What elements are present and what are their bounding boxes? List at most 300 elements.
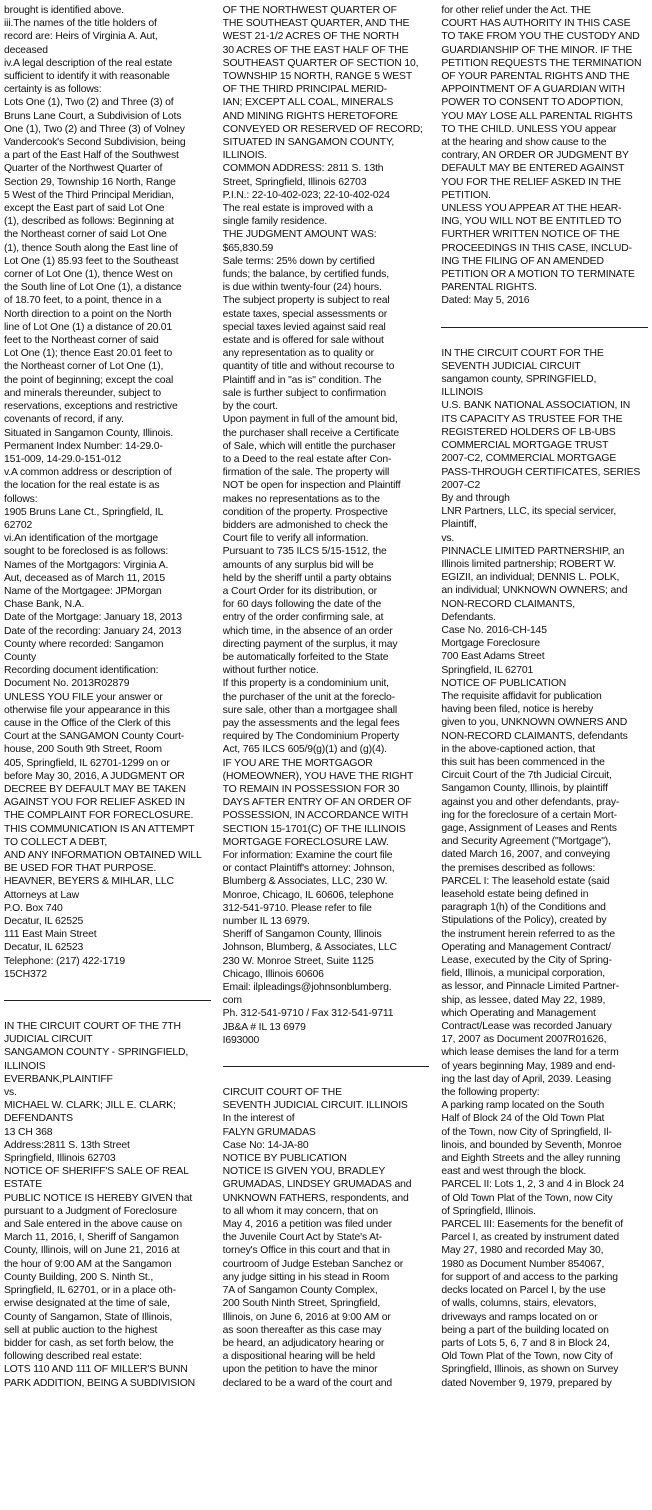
notice-text-line: Decatur, IL 62523 — [4, 942, 84, 954]
notice-text-line: By and through — [441, 492, 510, 504]
notice-spacer — [223, 1073, 430, 1086]
notice-text-line: the South line of Lot One (1), a distance — [4, 282, 182, 294]
notice-text-line: P.I.N.: 22-10-402-023; 22-10-402-024 — [222, 189, 390, 201]
notice-text-line: sought to be foreclosed is as follows: — [4, 546, 169, 558]
notice-text-line: before May 30, 2016, A JUDGMENT OR — [4, 770, 185, 782]
notice-text-line: east and west through the block. — [441, 1166, 587, 1178]
notice-text-line: courtroom of Judge Esteban Sanchez or — [222, 1258, 404, 1270]
notice-text-line: U.S. BANK NATIONAL ASSOCIATION, IN — [441, 400, 631, 412]
notice-text-line: UNKNOWN FATHERS, respondents, and — [222, 1192, 409, 1204]
notice-text-line: PARENTAL RIGHTS. — [441, 282, 537, 294]
notice-text-line: field, Illinois, a municipal corporation, — [441, 968, 605, 980]
notice-text-line: FURTHER WRITTEN NOTICE OF THE — [441, 229, 620, 241]
notice-text-line: iii.The names of the title holders of — [4, 18, 157, 30]
notice-text-line: feet to the Northeast corner of said — [4, 335, 159, 347]
notice-text-line: MICHAEL W. CLARK; JILL E. CLARK; — [4, 1100, 176, 1112]
notice-text-line: the instrument herein referred to as the — [441, 928, 615, 940]
notice-text-line: A parking ramp located on the South — [441, 1100, 605, 1112]
notice-text-line: Attorneys at Law — [4, 889, 79, 901]
notice-text-line: TO COLLECT A DEBT, — [4, 836, 108, 848]
notice-text-line: UNLESS YOU FILE your answer or — [4, 691, 163, 703]
notice-text-line: Situated in Sangamon County, Illinois. — [4, 427, 174, 439]
notice-text-line: Bruns Lane Court, a Subdivision of Lots — [4, 110, 182, 122]
notice-text-line: TO THE CHILD. UNLESS YOU appear — [441, 123, 617, 135]
notice-text-line: parts of Lots 5, 6, 7 and 8 in Block 24, — [441, 1337, 610, 1349]
notice-text-line: and Security Agreement ("Mortgage"), — [441, 836, 611, 848]
notice-text-line: GUARDIANSHIP OF THE MINOR. IF THE — [441, 44, 633, 56]
notice-text-line: LOTS 110 AND 111 OF MILLER'S BUNN — [4, 1364, 188, 1376]
notice-text-line: Case No: 14-JA-80 — [222, 1139, 309, 1151]
notice-text-line: Dated: May 5, 2016 — [441, 295, 530, 307]
notice-text-line: having been filed, notice is hereby — [441, 704, 594, 716]
notice-text-line: Names of the Mortgagors: Virginia A. — [4, 559, 169, 571]
notice-text-line: sufficient to identify it with reasonable — [4, 71, 170, 83]
notice-text-line: P.O. Box 740 — [4, 902, 63, 914]
notice-text-line: house, 200 South 9th Street, Room — [4, 744, 162, 756]
notice-text-line: Sheriff of Sangamon County, Illinois — [222, 929, 382, 941]
notice-text-line: Vandercook's Second Subdivision, being — [4, 137, 186, 149]
notice-text-line: Illinois, on June 6, 2016 at 9:00 AM or — [222, 1311, 391, 1323]
notice-text-line: Email: ilpleadings@johnsonblumberg. — [222, 982, 392, 994]
notice-text-line: line of Lot One (1) a distance of 20.01 — [4, 321, 173, 333]
notice-divider — [223, 1066, 430, 1067]
notice-text-line: REGISTERED HOLDERS OF LB-UBS — [441, 426, 616, 438]
notice-text-line: Plaintiff and in "as is" condition. The — [222, 374, 382, 386]
notice-text-line: contrary, AN ORDER OR JUDGMENT BY — [441, 150, 629, 162]
notice-text-line: IAN; EXCEPT ALL COAL, MINERALS — [222, 97, 394, 109]
notice-text-line: 230 W. Monroe Street, Suite 1125 — [222, 955, 374, 967]
notice-text-line: TOWNSHIP 15 NORTH, RANGE 5 WEST — [222, 71, 413, 83]
notice-text-line: PETITION OR A MOTION TO TERMINATE — [441, 269, 635, 281]
notice-text-line: CONVEYED OR RESERVED OF RECORD; — [222, 123, 423, 135]
notice-text-line: 312-541-9710. Please refer to file — [222, 902, 372, 914]
notice-text-line: ship, as lessee, dated May 22, 1989, — [441, 994, 606, 1006]
notice-text-line: follows: — [4, 493, 38, 505]
notice-text-line: Old Town Plat of the Town, now City of — [441, 1351, 613, 1363]
notice-text-line: NON-RECORD CLAIMANTS, — [441, 598, 576, 610]
notice-text-line: THE COMPLAINT FOR FORECLOSURE. — [4, 810, 194, 822]
notice-text-line: SECTION 15-1701(C) OF THE ILLINOIS — [222, 823, 406, 835]
notice-text-line: number IL 13 6979. — [222, 916, 310, 928]
notice-text-line: Address:2811 S. 13th Street — [4, 1139, 130, 1151]
legal-notice-block — [4, 1020, 211, 1390]
notice-text-line: and minerals thereunder, subject to — [4, 387, 162, 399]
notice-text-line: to a Deed to the real estate after Con- — [222, 453, 392, 465]
notice-text-line: 700 East Adams Street — [441, 651, 545, 663]
notice-text-line: funds; the balance, by certified funds, — [222, 269, 389, 281]
notice-text-line: APPOINTMENT OF A GUARDIAN WITH — [441, 84, 625, 96]
notice-text-line: PARCEL I: The leasehold estate (said — [441, 875, 610, 887]
notice-text-line: following described real estate: — [4, 1351, 142, 1363]
notice-text-line: being a part of the building located on — [441, 1324, 609, 1336]
notice-text-line: NOTICE OF SHERIFF'S SALE OF REAL — [4, 1166, 189, 1178]
notice-text-line: pursuant to a Judgment of Foreclosure — [4, 1205, 177, 1217]
notice-text-line: Pursuant to 735 ILCS 5/15-1512, the — [222, 546, 387, 558]
legal-notice-block — [441, 4, 648, 308]
notice-text-line: Quarter of the Northwest Quarter of — [4, 163, 163, 175]
notice-text-line: torney's Office in this court and that in — [222, 1245, 390, 1257]
notice-text-line: v.A common address or description of — [4, 467, 172, 479]
notice-text-line: deceased — [4, 44, 48, 56]
notice-text-line: sell at public auction to the highest — [4, 1324, 158, 1336]
notice-text-line: Section 29, Township 16 North, Range — [4, 176, 176, 188]
notice-text-line: Springfield, IL 62701 — [441, 664, 534, 676]
notice-text-line: HEAVNER, BEYERS & MIHLAR, LLC — [4, 876, 174, 888]
notice-text-line: estate taxes, special assessments or — [222, 308, 388, 320]
notice-text-line: NOTICE BY PUBLICATION — [222, 1153, 347, 1165]
notice-text-line: at the hearing and show cause to the — [441, 137, 607, 149]
notice-text-line: 405, Springfield, IL 62701-1299 on or — [4, 757, 170, 769]
notice-text-line: County of Sangamon, State of Illinois, — [4, 1311, 173, 1323]
notice-text-line: the point of beginning; except the coal — [4, 374, 174, 386]
notice-text-line: EVERBANK,PLAINTIFF — [4, 1073, 113, 1085]
notice-text-line: County where recorded: Sangamon — [4, 638, 164, 650]
notice-text-line: County, Illinois, will on June 21, 2016 at — [4, 1245, 180, 1257]
notice-text-line: sangamon county, SPRINGFIELD, — [441, 374, 597, 386]
notice-text-line: Decatur, IL 62525 — [4, 916, 84, 928]
notice-text-line: Plaintiff, — [441, 519, 477, 531]
notice-text-line: The real estate is improved with a — [222, 203, 373, 215]
notice-text-line: decks located on Parcel I, by the use — [441, 1285, 606, 1297]
notice-text-line: 7A of Sangamon County Complex, — [222, 1285, 378, 1297]
notice-text-line: AND ANY INFORMATION OBTAINED WILL — [4, 850, 202, 861]
notice-text-line: Case No. 2016-CH-145 — [441, 624, 547, 636]
notice-text-line: ING, YOU WILL NOT BE ENTITLED TO — [441, 216, 622, 228]
notice-text-line: NOT be open for inspection and Plaintiff — [222, 480, 401, 492]
column-right — [441, 4, 648, 1510]
notice-text-line: Ph. 312-541-9710 / Fax 312-541-9711 — [222, 1008, 394, 1020]
notice-text-line: is due within twenty-four (24) hours. — [222, 282, 382, 294]
notice-text-line: Springfield, IL 62701, or in a place oth- — [4, 1285, 176, 1297]
notice-spacer — [4, 1007, 211, 1020]
notice-text-line: the Northeast corner of Lot One (1), — [4, 361, 164, 373]
notice-text-line: by the court. — [222, 401, 278, 413]
notice-text-line: which Operating and Management — [441, 1007, 596, 1019]
notice-text-line: 200 South Ninth Street, Springfield, — [222, 1298, 381, 1310]
notice-text-line: the following property: — [441, 1087, 540, 1099]
notice-text-line: TO TAKE FROM YOU THE CUSTODY AND — [441, 31, 640, 43]
notice-text-line: an individual; UNKNOWN OWNERS; and — [441, 585, 628, 597]
notice-text-line: Aut, deceased as of March 11, 2015 — [4, 572, 166, 584]
notice-text-line: which time, in the absence of an order — [222, 625, 393, 637]
notice-text-line: paragraph 1(h) of the Conditions and — [441, 902, 606, 914]
notice-text-line: 1980 as Document Number 854067, — [441, 1258, 605, 1270]
notice-text-line: County — [4, 651, 37, 663]
notice-text-line: sale is further subject to confirmation — [222, 387, 387, 399]
notice-text-line: SANGAMON COUNTY - SPRINGFIELD, — [4, 1047, 189, 1059]
notice-text-line: a Court Order for its distribution, or — [222, 585, 377, 597]
notice-text-line: record are: Heirs of Virginia A. Aut, — [4, 31, 158, 43]
notice-text-line: against you and other defendants, pray- — [441, 796, 620, 808]
notice-text-line: May 27, 1980 and recorded May 30, — [441, 1245, 604, 1257]
notice-text-line: Mortgage Foreclosure — [441, 638, 540, 650]
notice-text-line: ITS CAPACITY AS TRUSTEE FOR THE — [441, 413, 623, 425]
notice-text-line: sure sale, other than a mortgagee shall — [222, 704, 398, 716]
notice-text-line: Chicago, Illinois 60606 — [222, 968, 324, 980]
notice-text-line: AND MINING RIGHTS HERETOFORE — [222, 110, 398, 122]
notice-text-line: iv.A legal description of the real estate — [4, 57, 173, 69]
notice-text-line: GRUMADAS, LINDSEY GRUMADAS and — [222, 1179, 412, 1191]
notice-text-line: covenants of record, if any. — [4, 414, 124, 426]
notice-text-line: Defendants. — [441, 611, 496, 623]
notice-text-line: IN THE CIRCUIT COURT FOR THE — [441, 347, 604, 359]
notice-text-line: SITUATED IN SANGAMON COUNTY, — [222, 137, 395, 149]
notice-text-line: declared to be a ward of the court and — [222, 1377, 392, 1389]
notice-text-line: Contract/Lease was recorded January — [441, 1021, 612, 1033]
notice-text-line: PINNACLE LIMITED PARTNERSHIP, an — [441, 545, 625, 557]
notice-text-line: SEVENTH JUDICIAL CIRCUIT — [441, 360, 581, 372]
notice-text-line: BE USED FOR THAT PURPOSE. — [4, 863, 157, 875]
notice-text-line: ING THE FILING OF AN AMENDED — [441, 255, 604, 267]
notice-text-line: 1905 Bruns Lane Ct., Springfield, IL — [4, 506, 164, 518]
notice-text-line: Date of the Mortgage: January 18, 2013 — [4, 612, 182, 624]
notice-text-line: corner of Lot One (1), thence West on — [4, 269, 173, 281]
notice-text-line: The subject property is subject to real — [222, 295, 390, 307]
notice-text-line: MORTGAGE FORECLOSURE LAW. — [222, 836, 389, 848]
notice-text-line: Illinois limited partnership; ROBERT W. — [441, 558, 616, 570]
notice-text-line: Court file to verify all information. — [222, 533, 369, 545]
notice-text-line: and Eighth Streets and the alley running — [441, 1153, 621, 1165]
notice-text-line: May 4, 2016 a petition was filed under — [222, 1219, 392, 1231]
notice-text-line: One (1), Two (2) and Three (3) of Volney — [4, 123, 185, 135]
notice-text-line: cause in the Office of the Clerk of this — [4, 717, 171, 729]
notice-text-line: Lease, executed by the City of Spring- — [441, 955, 612, 967]
column-left — [4, 4, 211, 1510]
notice-text-line: THE SOUTHEAST QUARTER, AND THE — [222, 18, 410, 30]
notice-text-line: dated November 9, 1979, prepared by — [441, 1377, 612, 1389]
notice-text-line: CIRCUIT COURT OF THE — [222, 1087, 342, 1099]
notice-text-line: the hour of 9:00 AM at the Sangamon — [4, 1258, 172, 1270]
notice-text-line: Act, 765 ILCS 605/9(g)(1) and (g)(4). — [222, 744, 387, 756]
notice-text-line: Document No. 2013R02879 — [4, 678, 130, 690]
notice-text-line: NON-RECORD CLAIMANTS, defendants — [441, 730, 628, 742]
notice-text-line: of walls, columns, stairs, elevators, — [441, 1298, 597, 1310]
notice-text-line: otherwise file your appearance in this — [4, 704, 170, 716]
legal-notice-block — [223, 1086, 430, 1390]
notice-text-line: firmation of the sale. The property will — [222, 467, 390, 479]
notice-text-line: County Building, 200 S. Ninth St., — [4, 1271, 154, 1283]
notice-text-line: PUBLIC NOTICE IS HEREBY GIVEN that — [4, 1192, 193, 1204]
notice-text-line: linois, and bounded by Seventh, Monroe — [441, 1139, 622, 1151]
notice-text-line: of 18.70 feet, to a point, thence in a — [4, 295, 162, 307]
notice-text-line: PASS-THROUGH CERTIFICATES, SERIES — [441, 466, 641, 478]
notice-text-line: certainty is as follows: — [4, 84, 102, 96]
notice-text-line: Johnson, Blumberg, & Associates, LLC — [222, 942, 397, 954]
notice-text-line: TO REMAIN IN POSSESSION FOR 30 — [222, 783, 400, 795]
notice-text-line: Street, Springfield, Illinois 62703 — [222, 176, 367, 188]
notice-text-line: PARK ADDITION, BEING A SUBDIVISION — [4, 1377, 196, 1389]
notice-text-line: For information: Examine the court file — [222, 850, 393, 861]
notice-text-line: the purchaser of the unit at the foreclo- — [222, 691, 395, 703]
notice-text-line: the Northeast corner of said Lot One — [4, 229, 167, 241]
notice-text-line: for other relief under the Act. THE — [441, 5, 591, 16]
notice-text-line: LNR Partners, LLC, its special servicer, — [441, 506, 617, 518]
notice-text-line: COURT HAS AUTHORITY IN THIS CASE — [441, 18, 631, 30]
notice-text-line: a dispositional hearing will be held — [222, 1351, 375, 1363]
notice-text-line: Monroe, Chicago, IL 60606, telephone — [222, 889, 394, 901]
notice-text-line: Lots One (1), Two (2) and Three (3) of — [4, 97, 174, 109]
notice-text-line: given to you, UNKNOWN OWNERS AND — [441, 717, 628, 729]
notice-text-line: If this property is a condominium unit, — [222, 678, 389, 690]
notice-text-line: 13 CH 368 — [4, 1126, 53, 1138]
notice-text-line: Stipulations of the Policy), created by — [441, 915, 607, 927]
notice-text-line: erwise designated at the time of sale, — [4, 1298, 170, 1310]
notice-text-line: the location for the real estate is as — [4, 480, 160, 492]
notice-text-line: condition of the property. Prospective — [222, 506, 388, 518]
notice-text-line: single family residence. — [222, 216, 328, 228]
notice-text-line: be heard, an adjudicatory hearing or — [222, 1337, 385, 1349]
notice-text-line: 2007-C2, COMMERCIAL MORTGAGE — [441, 453, 617, 465]
notice-text-line: ing for the foreclosure of a certain Mort- — [441, 809, 617, 821]
notice-text-line: YOU MAY LOSE ALL PARENTAL RIGHTS — [441, 110, 633, 122]
notice-text-line: (HOMEOWNER), YOU HAVE THE RIGHT — [222, 770, 414, 782]
notice-text-line: and Sale entered in the above cause on — [4, 1219, 183, 1231]
notice-text-line: driveways and ramps located on or — [441, 1311, 598, 1323]
notice-text-line: Springfield, Illinois 62703 — [4, 1153, 116, 1165]
notice-text-line: of Sale, which will entitle the purchaser — [222, 440, 396, 452]
notice-text-line: quantity of title and without recourse to — [222, 361, 395, 373]
notice-text-line: Telephone: (217) 422-1719 — [4, 955, 126, 967]
notice-text-line: THIS COMMUNICATION IS AN ATTEMPT — [4, 823, 195, 835]
notice-spacer — [223, 1047, 430, 1060]
notice-text-line: leasehold estate being defined in — [441, 889, 589, 900]
notice-text-line: Upon payment in full of the amount bid, — [222, 414, 398, 426]
notice-text-line: $65,830.59 — [222, 242, 274, 254]
notice-text-line: NOTICE OF PUBLICATION — [441, 677, 567, 689]
notice-text-line: for support of and access to the parking — [441, 1271, 618, 1283]
notice-text-line: directing payment of the surplus, it may — [222, 638, 398, 650]
notice-text-line: Lot One (1); thence East 20.01 feet to — [4, 348, 173, 360]
notice-text-line: DEFENDANTS — [4, 1113, 73, 1125]
notice-text-line: dated March 16, 2007, and conveying — [441, 849, 610, 861]
notice-text-line: be automatically forfeited to the State — [222, 651, 389, 663]
notice-text-line: 30 ACRES OF THE EAST HALF OF THE — [222, 44, 409, 56]
notice-text-line: for 60 days following the date of the — [222, 599, 382, 611]
notice-text-line: Blumberg & Associates, LLC, 230 W. — [222, 876, 388, 888]
notice-text-line: to all whom it may concern, that on — [222, 1205, 378, 1217]
notice-text-line: Recording document identification: — [4, 665, 159, 677]
notice-text-line: in the above-captioned action, that — [441, 743, 595, 755]
notice-text-line: DEFAULT MAY BE ENTERED AGAINST — [441, 163, 625, 175]
notice-text-line: PETITION REQUESTS THE TERMINATION — [441, 57, 642, 69]
notice-text-line: Springfield, Illinois, as shown on Survey — [441, 1364, 619, 1376]
notice-text-line: the Juvenile Court Act by State's At- — [222, 1232, 382, 1244]
notice-text-line: IN THE CIRCUIT COURT OF THE 7TH — [4, 1021, 181, 1033]
notice-text-line: JUDICIAL CIRCUIT — [4, 1034, 93, 1046]
notice-spacer — [441, 308, 648, 321]
notice-text-line: PARCEL III: Easements for the benefit of — [441, 1219, 624, 1231]
notice-spacer — [441, 334, 648, 347]
notice-text-line: 151-009, 14-29.0-151-012 — [4, 453, 122, 465]
notice-text-line: NOTICE IS GIVEN YOU, BRADLEY — [222, 1166, 386, 1178]
notice-text-line: ing the last day of April, 2039. Leasing — [441, 1073, 611, 1085]
notice-text-line: vs. — [441, 532, 455, 544]
notice-text-line: entry of the order confirming sale, at — [222, 612, 384, 624]
notice-text-line: bidders are admonished to check the — [222, 519, 388, 531]
notice-text-line: makes no representations as to the — [222, 493, 380, 505]
notice-text-line: vi.An identification of the mortgage — [4, 533, 159, 545]
notice-text-line: POSSESSION, IN ACCORDANCE WITH — [222, 810, 409, 822]
notice-text-line: ESTATE — [4, 1179, 42, 1191]
notice-text-line: ILLINOIS — [4, 1060, 46, 1072]
notice-text-line: of the Town, now City of Springfield, Il- — [441, 1126, 612, 1138]
notice-text-line: of years beginning May, 1989 and end- — [441, 1060, 616, 1072]
notice-text-line: PETITION. — [441, 189, 491, 201]
notice-text-line: of Springfield, Illinois. — [441, 1205, 536, 1217]
notice-text-line: SEVENTH JUDICIAL CIRCUIT. ILLINOIS — [222, 1100, 408, 1112]
notice-text-line: of Old Town Plat of the Town, now City — [441, 1192, 613, 1204]
notice-spacer — [4, 981, 211, 994]
legal-notice-block — [441, 347, 648, 1390]
notice-text-line: without further notice. — [222, 665, 319, 677]
notice-text-line: FALYN GRUMADAS — [222, 1126, 316, 1138]
notice-text-line: AGAINST YOU FOR RELIEF ASKED IN — [4, 797, 185, 809]
notice-text-line: THE JUDGMENT AMOUNT WAS: — [222, 229, 377, 241]
notice-text-line: Half of Block 24 of the Old Town Plat — [441, 1113, 605, 1125]
notice-text-line: EGIZII, an individual; DENNIS L. POLK, — [441, 572, 620, 584]
notice-text-line: 62702 — [4, 519, 33, 531]
notice-text-line: Lot One (1) 85.93 feet to the Southeast — [4, 255, 179, 267]
notice-text-line: bidder for cash, as set forth below, the — [4, 1337, 174, 1349]
notice-text-line: I693000 — [222, 1034, 260, 1046]
notice-text-line: OF YOUR PARENTAL RIGHTS AND THE — [441, 71, 630, 83]
notice-text-line: Court at the SANGAMON County Court- — [4, 731, 185, 743]
notice-text-line: except the East part of said Lot One — [4, 203, 165, 215]
notice-text-line: brought is identified above. — [4, 5, 124, 16]
notice-text-line: YOU FOR THE RELIEF ASKED IN THE — [441, 176, 622, 188]
notice-text-line: Date of the recording: January 24, 2013 — [4, 625, 182, 637]
notice-text-line: PROCEEDINGS IN THIS CASE, INCLUD- — [441, 242, 632, 254]
notice-text-line: this suit has been commenced in the — [441, 756, 605, 768]
notice-text-line: SOUTHEAST QUARTER OF SECTION 10, — [222, 57, 419, 69]
notice-text-line: pay the assessments and the legal fees — [222, 717, 400, 729]
notice-text-line: Operating and Management Contract/ — [441, 941, 611, 953]
notice-text-line: estate and is offered for sale without — [222, 335, 384, 347]
notice-text-line: COMMON ADDRESS: 2811 S. 13th — [222, 163, 384, 175]
notice-text-line: 111 East Main Street — [4, 929, 97, 941]
notice-text-line: Permanent Index Number: 14-29.0- — [4, 440, 163, 452]
notice-text-line: the premises described as follows: — [441, 862, 596, 874]
notice-text-line: March 11, 2016, I, Sheriff of Sangamon — [4, 1232, 179, 1244]
notice-text-line: North direction to a point on the North — [4, 308, 172, 320]
notice-text-line: IF YOU ARE THE MORTGAGOR — [222, 757, 373, 769]
notice-text-line: required by The Condominium Property — [222, 731, 400, 743]
notice-text-line: PARCEL II: Lots 1, 2, 3 and 4 in Block 24 — [441, 1179, 625, 1191]
notice-text-line: any representation as to quality or — [222, 348, 374, 360]
notice-divider — [441, 327, 648, 328]
notice-text-line: or contact Plaintiff's attorney: Johnson, — [222, 863, 395, 875]
notice-text-line: Sale terms: 25% down by certified — [222, 255, 375, 267]
notice-text-line: which lease demises the land for a term — [441, 1047, 619, 1059]
notice-text-line: ILLINOIS. — [222, 150, 267, 162]
notice-text-line: held by the sheriff until a party obtains — [222, 572, 392, 584]
notice-text-line: vs. — [4, 1087, 17, 1099]
notice-text-line: Chase Bank, N.A. — [4, 599, 85, 611]
notice-text-line: as soon thereafter as this case may — [222, 1324, 382, 1336]
notice-divider — [4, 1000, 211, 1001]
notice-text-line: com — [222, 995, 242, 1007]
notice-text-line: gage, Assignment of Leases and Rents — [441, 822, 617, 834]
notice-text-line: ILLINOIS — [441, 387, 483, 399]
notice-text-line: amounts of any surplus bid will be — [222, 559, 374, 571]
notice-text-line: upon the petition to have the minor — [222, 1364, 378, 1376]
notice-text-line: UNLESS YOU APPEAR AT THE HEAR- — [441, 203, 622, 215]
notice-text-line: (1), described as follows: Beginning at — [4, 216, 174, 228]
notice-text-line: DAYS AFTER ENTRY OF AN ORDER OF — [222, 797, 412, 809]
notice-text-line: WEST 21-1/2 ACRES OF THE NORTH — [222, 31, 399, 43]
notice-text-line: Name of the Mortgagee: JPMorgan — [4, 585, 162, 597]
notice-text-line: OF THE THIRD PRINCIPAL MERID- — [222, 84, 388, 96]
